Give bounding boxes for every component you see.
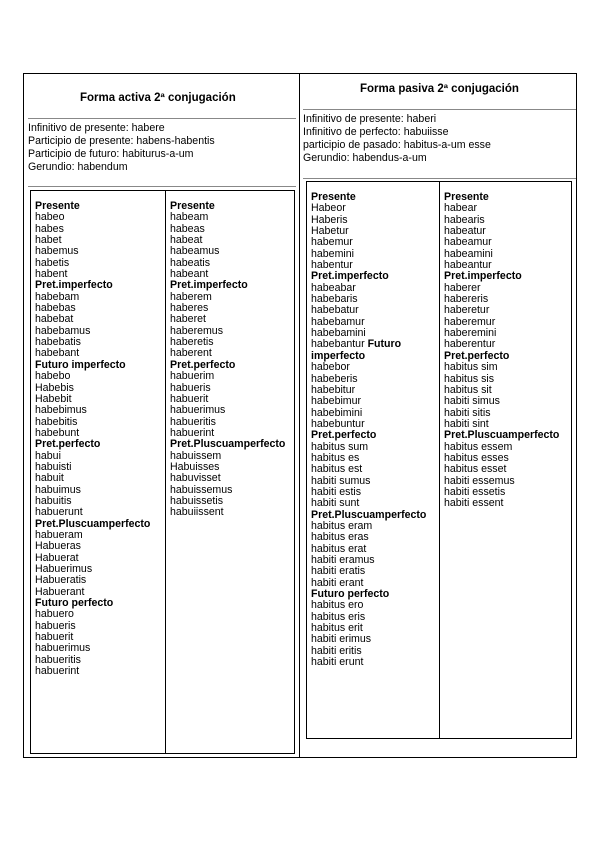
tense-heading-text: Pret.imperfecto — [35, 279, 113, 292]
verb-form — [35, 666, 150, 677]
verb-form-text: habuvisset — [170, 472, 221, 485]
active-info-line: Participio de futuro: habiturus-a-um — [28, 148, 194, 160]
verb-form-text: habiti eritis — [311, 644, 362, 657]
verb-form-text: habiti essemus — [444, 474, 515, 487]
tense-heading-text: Futuro imperfecto — [35, 358, 126, 371]
verb-form-text: habebamini — [311, 327, 366, 340]
verb-form-text: habebat — [35, 313, 74, 326]
verb-form-text: habebam — [35, 290, 80, 303]
verb-form-text: habueritis — [170, 415, 216, 428]
verb-form-text: habuissemus — [170, 483, 233, 496]
tense-heading-text: Futuro perfecto — [35, 597, 114, 610]
tense-heading-text: Futuro — [367, 338, 402, 351]
tense-heading-text: Pret.perfecto — [311, 429, 377, 442]
verb-form-text: habitus eris — [311, 610, 366, 623]
passive-subjunctive-rows — [444, 192, 559, 510]
verb-form-text: habemus — [35, 245, 79, 258]
tense-heading-text: Pret.Pluscuamperfecto — [170, 438, 286, 451]
verb-form-text: habebimini — [311, 406, 363, 419]
verb-form-text: haberetur — [444, 304, 490, 317]
verb-form-text: haberentur — [444, 338, 496, 351]
verb-form-text: habiti estis — [311, 485, 362, 498]
verb-form-text: habent — [35, 268, 68, 281]
verb-form-text: habeam — [170, 211, 209, 224]
tense-heading-text: Pret.imperfecto — [311, 270, 389, 283]
active-info-line: Infinitivo de presente: habere — [28, 122, 165, 134]
verb-form-text: habiti sumus — [311, 474, 371, 487]
passive-voice-title: Forma pasiva 2ª conjugación — [360, 83, 519, 95]
active-title-separator — [28, 118, 296, 119]
verb-form-text: habui — [35, 449, 61, 462]
verb-form-text: habitus sis — [444, 372, 495, 385]
verb-form-text: habebimus — [35, 404, 87, 417]
verb-form-text: habebaris — [311, 293, 358, 306]
verb-form-text: habiti essetis — [444, 485, 506, 498]
verb-form-text: haberemur — [444, 315, 496, 328]
active-indicative-column — [31, 191, 165, 753]
passive-subjunctive-column — [439, 182, 572, 738]
verb-form-text: Habuisses — [170, 460, 220, 473]
active-info-separator — [28, 186, 296, 187]
verb-form-text: habiti erimus — [311, 633, 372, 646]
verb-form-text: habebamur — [311, 315, 365, 328]
verb-form-text: habuissetis — [170, 494, 223, 507]
verb-form-text: habuisti — [35, 460, 72, 473]
verb-form-text: habuerit — [35, 631, 74, 644]
verb-form-text: habebantur — [311, 338, 365, 351]
verb-form-text: haberer — [444, 281, 481, 294]
active-voice-info — [28, 122, 215, 174]
verb-form-text: habeabar — [311, 281, 356, 294]
verb-form-text: habiti sunt — [311, 497, 360, 510]
verb-form-text: habuiissent — [170, 506, 224, 519]
verb-form-text: habereris — [444, 293, 489, 306]
verb-form-text: habemini — [311, 247, 354, 260]
verb-form-text: habitus esset — [444, 463, 507, 476]
verb-form-text: habiti eratis — [311, 565, 366, 578]
verb-form-text: habentur — [311, 259, 353, 272]
active-voice-title: Forma activa 2ª conjugación — [80, 92, 236, 104]
verb-form-text: habearis — [444, 213, 485, 226]
passive-info-line: Gerundio: habendus-a-um — [303, 152, 427, 164]
verb-form-text: habuerimus — [170, 404, 226, 417]
verb-form-text: habeberis — [311, 372, 358, 385]
verb-form-text: habueris — [35, 619, 76, 632]
passive-info-separator — [303, 178, 576, 179]
verb-form-text: habeamur — [444, 236, 492, 249]
verb-form-text: haberetis — [170, 336, 214, 349]
passive-conjugation-table — [306, 181, 572, 739]
verb-form-text: habitus sum — [311, 440, 369, 453]
verb-form-text: habitus est — [311, 463, 363, 476]
active-conjugation-table — [30, 190, 295, 754]
tense-heading-text: Pret.perfecto — [35, 438, 101, 451]
verb-form-text: haberemini — [444, 327, 497, 340]
verb-form-text: habiti erant — [311, 576, 364, 589]
verb-form-text: habeatis — [170, 256, 211, 269]
verb-form-text: Habuerat — [35, 551, 79, 564]
verb-form-text: habebas — [35, 302, 76, 315]
verb-form-text: Haberis — [311, 213, 348, 226]
verb-form-text: habebitur — [311, 383, 356, 396]
verb-form-text: habitus erit — [311, 622, 363, 635]
verb-form-text: Habetur — [311, 225, 349, 238]
verb-form-text: habueram — [35, 528, 83, 541]
verb-form-text: habiti eramus — [311, 554, 375, 566]
verb-form-text: Habebis — [35, 381, 74, 394]
verb-form-text: habeamini — [444, 247, 493, 260]
verb-form-text: habebamus — [35, 324, 91, 337]
verb-form-text: Habebit — [35, 392, 72, 405]
verb-form-text: Habeor — [311, 202, 346, 215]
verb-form-text: habuitis — [35, 494, 72, 507]
active-subjunctive-column — [165, 191, 295, 753]
verb-form-text: habeant — [170, 268, 209, 281]
tense-heading-text: Presente — [311, 191, 356, 203]
verb-form-text: habebatis — [35, 336, 81, 349]
verb-form — [444, 498, 559, 509]
tense-heading-text: Pret.perfecto — [444, 349, 510, 362]
verb-form-text: Habuerimus — [35, 563, 93, 575]
tense-heading-text: Presente — [35, 200, 80, 212]
passive-info-line: Infinitivo de perfecto: habuiisse — [303, 126, 449, 138]
tense-heading-text: Presente — [444, 191, 489, 203]
passive-info-line: Infinitivo de presente: haberi — [303, 113, 437, 125]
tense-heading-text: Pret.imperfecto — [444, 270, 522, 283]
verb-form-text: habebor — [311, 361, 350, 374]
verb-form-text: habebimur — [311, 395, 362, 408]
verb-form-text: haberet — [170, 313, 206, 326]
verb-form-text: haberem — [170, 290, 212, 303]
verb-form-text: haberes — [170, 302, 209, 315]
verb-form-text: habeat — [170, 234, 203, 247]
verb-form-text: habuerint — [35, 665, 80, 678]
verb-form-text: habueris — [170, 381, 211, 394]
verb-form-text: habiti sint — [444, 417, 489, 430]
verb-form-text: habitus erat — [311, 542, 367, 555]
passive-voice-info — [303, 113, 491, 165]
verb-form-text: habuerunt — [35, 506, 83, 519]
verb-form-text: Habuerant — [35, 585, 85, 598]
verb-form-text: habeo — [35, 211, 65, 224]
active-indicative-rows — [35, 201, 150, 677]
verb-form-text: haberemus — [170, 324, 223, 337]
verb-form-text: habuerim — [170, 370, 215, 383]
verb-form-text: habuerimus — [35, 642, 91, 655]
passive-title-separator — [303, 109, 576, 110]
tense-heading-text: Presente — [170, 200, 215, 212]
verb-form-text: habebatur — [311, 304, 359, 317]
verb-form-text: haberent — [170, 347, 212, 360]
tense-heading-text: Pret.Pluscuamperfecto — [35, 517, 151, 530]
verb-form-text: habebo — [35, 370, 71, 383]
passive-indicative-column — [307, 182, 439, 738]
verb-form-text: habeantur — [444, 259, 492, 272]
tense-heading-text: imperfecto — [311, 349, 366, 362]
tense-heading-text: Pret.perfecto — [170, 358, 236, 371]
active-info-line: Participio de presente: habens-habentis — [28, 135, 215, 147]
verb-form-text: habeatur — [444, 225, 486, 238]
verb-form-text: habeamus — [170, 245, 220, 258]
verb-form-text: habuissem — [170, 449, 222, 462]
verb-form-text: habear — [444, 202, 477, 215]
verb-form-text: habitus sim — [444, 361, 498, 374]
active-subjunctive-rows — [170, 201, 285, 519]
verb-form-text: Habueras — [35, 540, 81, 553]
verb-form-text: habiti erunt — [311, 656, 364, 669]
verb-form-text: habiti sitis — [444, 406, 491, 419]
verb-form-text: habitus eras — [311, 531, 369, 544]
verb-form-text: Habueratis — [35, 574, 87, 587]
verb-form-text: habemur — [311, 236, 353, 249]
verb-form-text: habuimus — [35, 483, 81, 496]
verb-form-text: habiti essent — [444, 497, 504, 510]
tense-heading-text: Pret.Pluscuamperfecto — [444, 429, 560, 442]
tense-heading-text: Pret.imperfecto — [170, 279, 248, 292]
verb-form — [170, 507, 285, 518]
verb-form-text: habuit — [35, 472, 64, 485]
verb-form-text: habeas — [170, 222, 205, 235]
verb-form-text: habebunt — [35, 426, 80, 439]
verb-form-text: habitus es — [311, 451, 360, 464]
verb-form-text: habes — [35, 222, 64, 235]
verb-form-text: habitus esses — [444, 451, 509, 464]
verb-form-text: habuerint — [170, 426, 215, 439]
verb-form-text: habitus essem — [444, 440, 513, 453]
verb-form-text: habueritis — [35, 653, 81, 666]
active-info-line: Gerundio: habendum — [28, 161, 128, 173]
verb-form-text: habebitis — [35, 415, 78, 428]
tense-heading-text: Pret.Pluscuamperfecto — [311, 508, 427, 521]
verb-form-text: habuero — [35, 608, 74, 621]
verb-form — [311, 657, 426, 668]
tense-heading-text: Futuro perfecto — [311, 588, 390, 601]
verb-form-text: habitus eram — [311, 519, 373, 532]
verb-form-text: habitus ero — [311, 599, 364, 612]
verb-form-text: habet — [35, 234, 62, 247]
verb-form-text: habebuntur — [311, 417, 365, 430]
verb-form-text: habuerit — [170, 392, 209, 405]
verb-form-text: habebant — [35, 347, 80, 360]
verb-form-text: habetis — [35, 256, 70, 269]
verb-form-text: habitus sit — [444, 383, 492, 396]
verb-form-text: habiti simus — [444, 395, 500, 408]
column-divider — [299, 73, 300, 758]
passive-indicative-rows — [311, 192, 426, 668]
passive-info-line: participio de pasado: habitus-a-um esse — [303, 139, 491, 151]
